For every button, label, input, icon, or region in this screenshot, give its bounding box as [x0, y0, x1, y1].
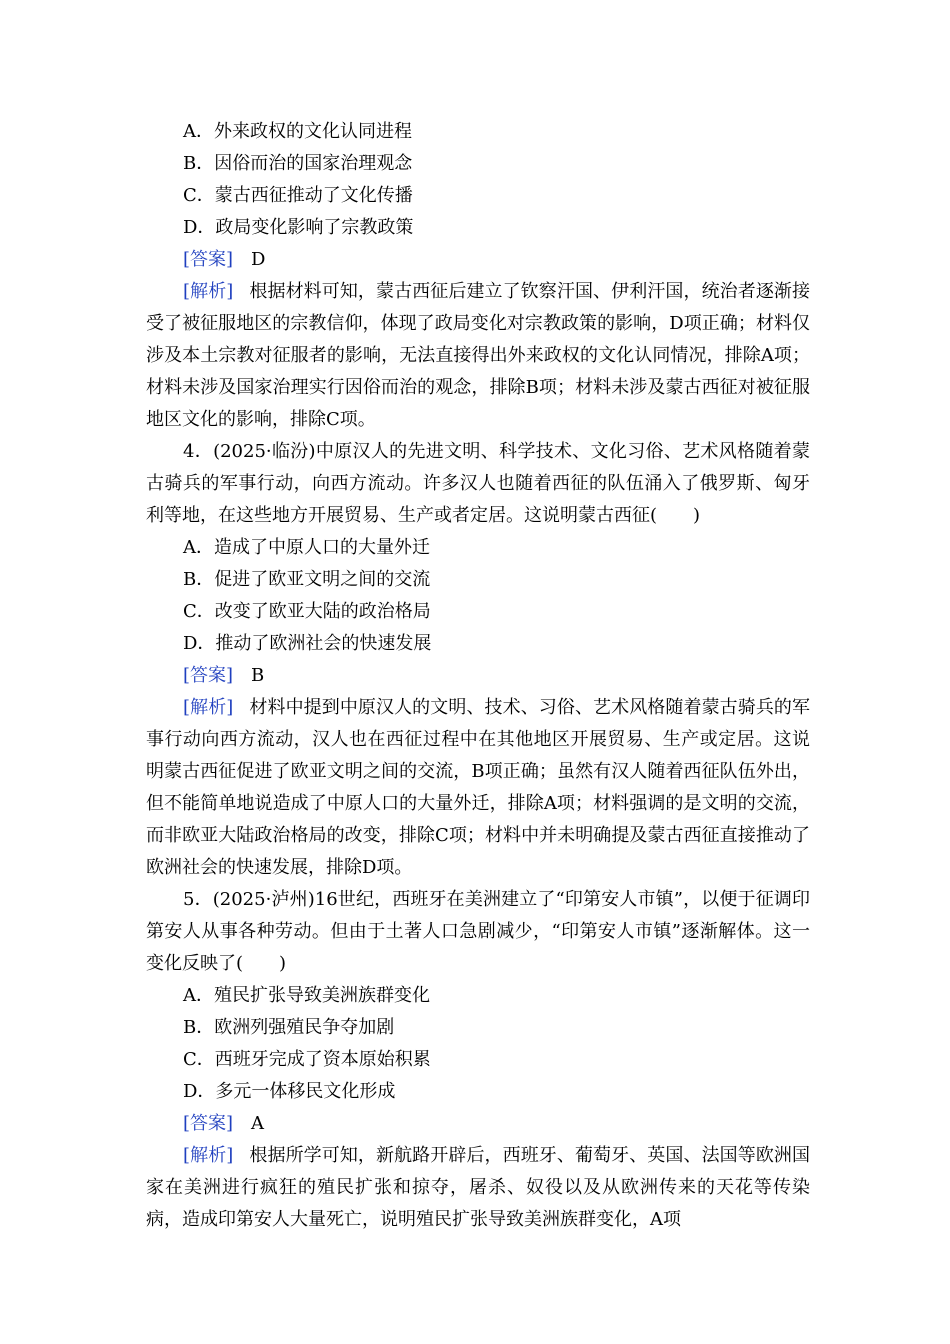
answer-tag: [答案]	[183, 1113, 234, 1134]
analysis-tag: [解析]	[183, 1145, 234, 1166]
q4-option-d: D．推动了欧洲社会的快速发展	[183, 633, 432, 654]
q4-option-a: A．造成了中原人口的大量外迁	[183, 537, 430, 558]
analysis-text: 根据材料可知，蒙古西征后建立了钦察汗国、伊利汗国，统治者逐渐接受了被征服地区的宗教信仰，体现了政局变化对宗教政策的影响，D项正确；材料仅涉及本土宗教对征服者的影响，无法直接得出外来政权的文化认同情况，排除A项；材料未涉及国家治理实行因俗而治的观念，排除B项；材料未涉及蒙古西征对被征服地区文化的影响，排除C项。	[146, 281, 811, 430]
q5-option-a: A．殖民扩张导致美洲族群变化	[183, 985, 430, 1006]
q4-analysis	[146, 692, 810, 884]
document-page	[146, 116, 810, 1236]
q3-analysis	[146, 276, 810, 436]
answer-value: A	[251, 1113, 265, 1134]
q3-option-b: B．因俗而治的国家治理观念	[183, 153, 413, 174]
answer-tag: [答案]	[183, 665, 234, 686]
analysis-tag: [解析]	[183, 697, 234, 718]
q5-analysis	[146, 1140, 810, 1236]
analysis-tag: [解析]	[183, 281, 234, 302]
q5-answer	[146, 1108, 810, 1140]
q5-option-b: B．欧洲列强殖民争夺加剧	[183, 1017, 395, 1038]
analysis-text: 根据所学可知，新航路开辟后，西班牙、葡萄牙、英国、法国等欧洲国家在美洲进行疯狂的殖民扩张和掠夺，屠杀、奴役以及从欧洲传来的天花等传染病，造成印第安人大量死亡，说明殖民扩张导致美洲族群变化，A项	[146, 1145, 811, 1230]
q5-option-c: C．西班牙完成了资本原始积累	[183, 1049, 431, 1070]
q4-answer	[146, 660, 810, 692]
q3-option-d: D．政局变化影响了宗教政策	[183, 217, 414, 238]
q4-stem: 4．(2025·临汾)中原汉人的先进文明、科学技术、文化习俗、艺术风格随着蒙古骑兵的军事行动，向西方流动。许多汉人也随着西征的队伍涌入了俄罗斯、匈牙利等地，在这些地方开展贸易、生产或者定居。这说明蒙古西征( )	[146, 441, 810, 526]
answer-tag: [答案]	[183, 249, 234, 270]
q4-option-c: C．改变了欧亚大陆的政治格局	[183, 601, 431, 622]
answer-value: D	[251, 249, 266, 270]
q5-option-d: D．多元一体移民文化形成	[183, 1081, 396, 1102]
q3-option-c: C．蒙古西征推动了文化传播	[183, 185, 413, 206]
q5-stem: 5．(2025·泸州)16世纪，西班牙在美洲建立了“印第安人市镇”，以便于征调印第安人从事各种劳动。但由于土著人口急剧减少，“印第安人市镇”逐渐解体。这一变化反映了( )	[146, 889, 810, 974]
q4-option-b: B．促进了欧亚文明之间的交流	[183, 569, 431, 590]
answer-value: B	[251, 665, 265, 686]
q3-answer	[146, 244, 810, 276]
analysis-text: 材料中提到中原汉人的文明、技术、习俗、艺术风格随着蒙古骑兵的军事行动向西方流动，汉人也在西征过程中在其他地区开展贸易、生产或定居。这说明蒙古西征促进了欧亚文明之间的交流，B项正确；虽然有汉人随着西征队伍外出，但不能简单地说造成了中原人口的大量外迁，排除A项；材料强调的是文明的交流，而非欧亚大陆政治格局的改变，排除C项；材料中并未明确提及蒙古西征直接推动了欧洲社会的快速发展，排除D项。	[146, 697, 811, 878]
q3-option-a: A．外来政权的文化认同进程	[183, 121, 412, 142]
